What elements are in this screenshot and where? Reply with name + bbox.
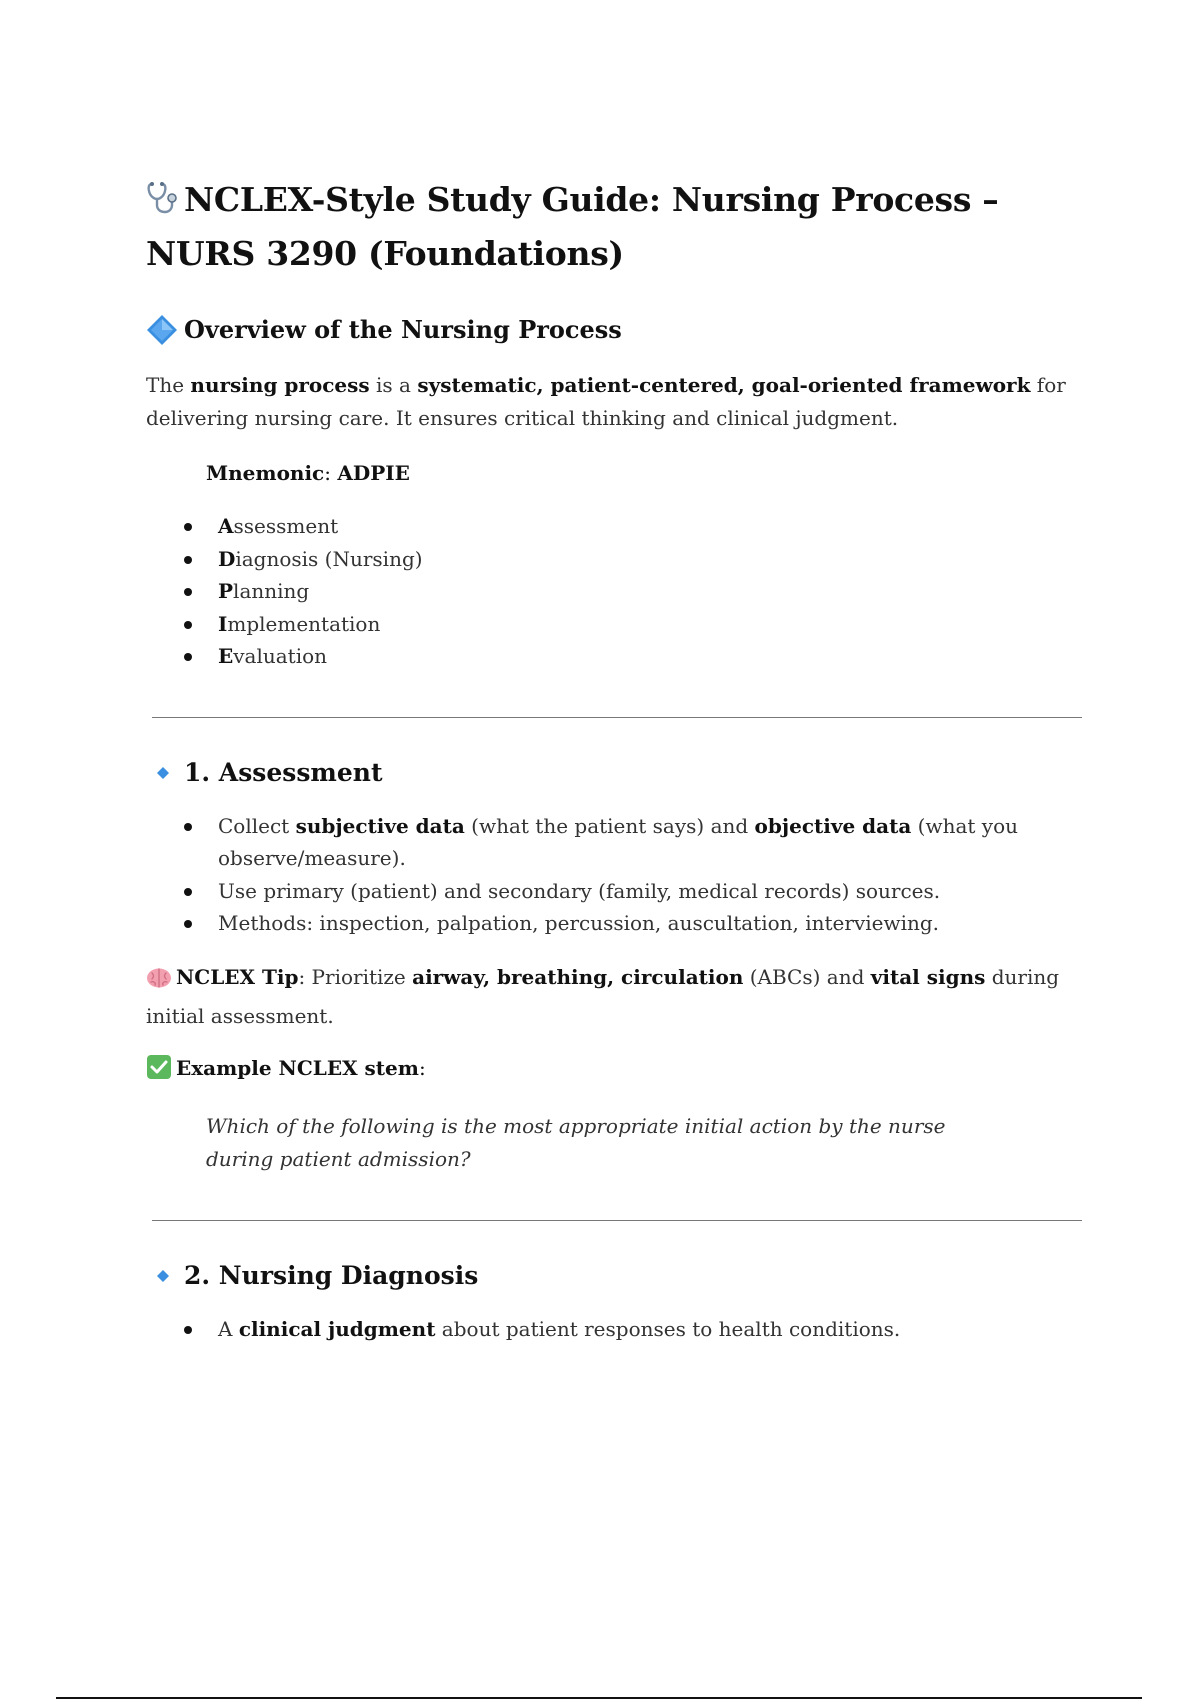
diagnosis-list: [146, 1313, 1091, 1346]
step-rest: iagnosis (Nursing): [235, 546, 423, 571]
page-title: [146, 175, 1091, 279]
bullet-dot: [184, 523, 192, 531]
check-mark-icon: [146, 1054, 176, 1090]
step-initial: A: [218, 514, 234, 538]
text: : Prioritize: [298, 964, 413, 989]
document-page: [146, 175, 1091, 1345]
intro-text: is a: [369, 373, 418, 397]
text: about patient responses to health conditions.: [435, 1316, 901, 1341]
step-initial: I: [218, 611, 228, 636]
step-rest: ssessment: [233, 514, 339, 538]
assessment-list: [146, 810, 1091, 940]
assessment-heading-text: 1. Assessment: [184, 757, 383, 787]
small-blue-diamond-icon: [146, 1259, 184, 1293]
list-item: [146, 640, 1091, 673]
bullet-dot: [184, 823, 192, 831]
bold-abc: airway, breathing, circulation: [412, 964, 744, 989]
page-title-text: NCLEX-Style Study Guide: Nursing Process – NURS 3290 (Foundations): [146, 180, 999, 273]
step-rest: valuation: [233, 644, 328, 668]
bullet-dot: [184, 556, 192, 564]
adpie-list: [146, 510, 1091, 673]
bullet-dot: [184, 920, 192, 928]
stethoscope-icon: [146, 179, 184, 229]
list-item: [146, 810, 1091, 875]
text: Use primary (patient) and secondary (family, medical records) sources.: [218, 878, 941, 903]
bold-subjective-data: subjective data: [295, 813, 465, 838]
bold-clinical-judgment: clinical judgment: [238, 1316, 436, 1341]
text: A: [218, 1316, 239, 1341]
step-initial: P: [218, 579, 234, 603]
nclex-tip: [146, 960, 1091, 1033]
overview-intro: [146, 369, 1091, 435]
intro-bold-nursing-process: nursing process: [190, 373, 370, 397]
tip-label: NCLEX Tip: [176, 964, 299, 989]
large-blue-diamond-icon: [146, 313, 184, 347]
text: Methods: inspection, palpation, percussion, auscultation, interviewing.: [218, 911, 940, 935]
overview-heading: [146, 313, 1091, 347]
intro-text: for delivering nursing care. It ensures critical thinking and clinical judgment.: [146, 373, 1066, 430]
list-item: [146, 575, 1091, 608]
bold-objective-data: objective data: [754, 813, 912, 838]
example-stem-label: [146, 1051, 1091, 1090]
mnemonic-label: Mnemonic: [206, 461, 325, 485]
list-item: [146, 608, 1091, 641]
bullet-dot: [184, 653, 192, 661]
example-stem-quote: Which of the following is the most appropriate initial action by the nurse during patient admission?: [206, 1113, 946, 1171]
text: :: [418, 1055, 426, 1080]
step-initial: D: [218, 546, 236, 571]
bullet-dot: [184, 621, 192, 629]
assessment-heading: [146, 756, 1091, 790]
list-item: [146, 543, 1091, 576]
text: (what the patient says) and: [464, 813, 755, 838]
mnemonic-line: [206, 457, 1091, 490]
step-rest: lanning: [233, 579, 310, 603]
step-initial: E: [218, 644, 234, 668]
text: (ABCs) and: [743, 964, 871, 989]
list-item: [146, 907, 1091, 940]
mnemonic-separator: :: [324, 461, 338, 485]
section-divider: [152, 1220, 1082, 1221]
bullet-dot: [184, 588, 192, 596]
step-rest: mplementation: [227, 611, 381, 636]
bullet-dot: [184, 888, 192, 896]
bullet-dot: [184, 1326, 192, 1334]
intro-bold-framework: systematic, patient-centered, goal-oriented framework: [417, 373, 1031, 397]
list-item: [146, 875, 1091, 908]
mnemonic-value: ADPIE: [337, 461, 410, 485]
list-item: [146, 1313, 1091, 1346]
small-blue-diamond-icon: [146, 756, 184, 790]
diagnosis-heading-text: 2. Nursing Diagnosis: [184, 1260, 479, 1290]
section-divider: [152, 717, 1082, 718]
overview-heading-text: Overview of the Nursing Process: [184, 315, 622, 344]
brain-icon: [146, 965, 176, 999]
text: Collect: [218, 813, 296, 838]
text: during initial assessment.: [146, 964, 1060, 1028]
page-bottom-rule: [56, 1697, 1142, 1699]
example-label: Example NCLEX stem: [176, 1055, 419, 1080]
list-item: [146, 510, 1091, 543]
bold-vital-signs: vital signs: [870, 964, 986, 989]
intro-text: The: [146, 373, 191, 397]
diagnosis-heading: [146, 1259, 1091, 1293]
text: (what you observe/measure).: [218, 813, 1018, 870]
